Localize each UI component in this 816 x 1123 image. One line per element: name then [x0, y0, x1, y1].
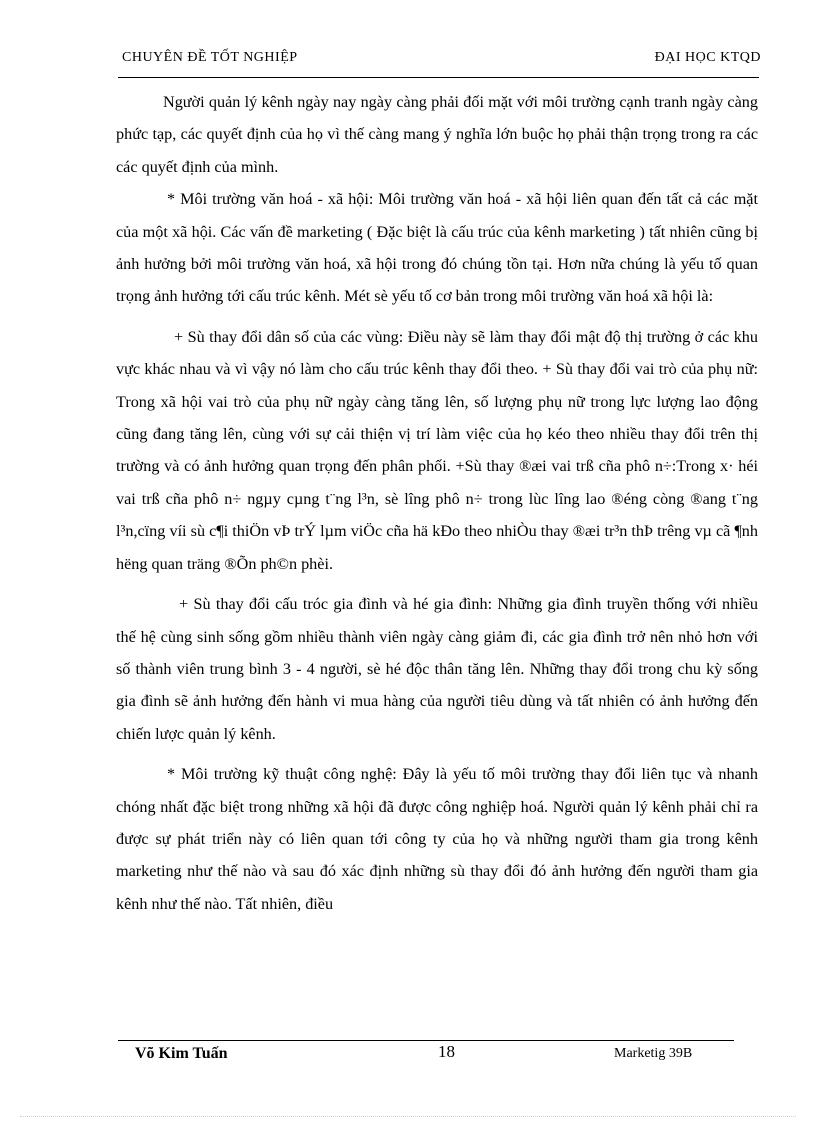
footer-rule: [118, 1040, 734, 1041]
footer-author: Võ Kim Tuấn: [135, 1045, 228, 1062]
paragraph-competition: Người quản lý kênh ngày nay ngày càng phải đối mặt với môi trường cạnh tranh ngày càng phức tạp, các quyết định của họ vì thế càng mang ý nghĩa lớn buộc họ phải thận trọng trong ra các các quyết định của mình.: [116, 93, 758, 176]
page-number: 18: [438, 1042, 455, 1061]
paragraph-culture-society: * Môi trường văn hoá - xã hội: Môi trường văn hoá - xã hội liên quan đến tất cả các mặt của một xã hội. Các vấn đề marketing ( Đặc biệt là cấu trúc của kênh marketing ) tất nhiên cũng bị ảnh hưởng bởi môi trường văn hoá, xã hội trong đó chúng tồn tại. Hơn nữa chúng là yếu tố quan trọng ảnh hưởng tới cấu trúc kênh. Mét sè yếu tố cơ bản trong môi trường văn hoá xã hội là:: [116, 190, 758, 306]
header-rule: [118, 77, 759, 78]
paragraph-family-structure: + Sù thay đổi cấu tróc gia đình và hé gia đình: Những gia đình truyền thống với nhiều thế hệ cùng sinh sống gồm nhiều thành viên ngày càng giảm đi, các gia đình trở nên nhỏ hơn với số thành viên trung bình 3 - 4 người, sè hé độc thân tăng lên. Những thay đổi trong chu kỳ sống gia đình sẽ ảnh hưởng đến hành vi mua hàng của người tiêu dùng và tất nhiên có ảnh hưởng đến chiến lược quản lý kênh.: [116, 595, 758, 743]
page-bottom-border: [20, 1116, 796, 1117]
footer-class-label: Marketig 39B: [614, 1046, 693, 1061]
document-body: [116, 86, 758, 920]
header-title-right: ĐẠI HỌC KTQD: [654, 50, 761, 65]
header-title-left: CHUYÊN ĐỀ TỐT NGHIỆP: [122, 50, 298, 65]
paragraph-population-women: + Sù thay đổi dân số của các vùng: Điều này sẽ làm thay đổi mật độ thị trường ở các khu vực khác nhau và vì vậy nó làm cho cấu trúc kênh thay đổi theo. + Sù thay đổi vai trò của phụ nữ: Trong xã hội vai trò của phụ nữ ngày càng tăng lên, số lượng phụ nữ trong lực lượng lao động cũng đang tăng lên, cùng với sự cải thiện vị trí làm việc của họ kéo theo nhiều thay đổi trên thị trường và có ảnh hưởng quan trọng đến phân phối. +Sù thay ®æi vai trß cña phô n÷:Trong x· héi vai trß cña phô n÷ ngµy cµng t¨ng l³n, sè lîng phô n÷ trong lùc lîng lao ®éng còng ®ang t¨ng l³n,cïng víi sù c¶i thiÖn vÞ trÝ lµm viÖc cña hä kÐo theo nhiÒu thay ®æi tr³n thÞ trêng vµ cã ¶nh hëng quan träng ®Õn ph©n phèi.: [116, 327, 758, 573]
paragraph-technology: * Môi trường kỹ thuật công nghệ: Đây là yếu tố môi trường thay đổi liên tục và nhanh chóng nhất đặc biệt trong những xã hội đã được công nghiệp hoá. Người quản lý kênh phải chỉ ra được sự phát triển này có liên quan tới công ty của họ và những người tham gia trong kênh marketing như thế nào và sau đó xác định những sù thay đổi đó ảnh hưởng đến người tham gia kênh như thế nào. Tất nhiên, điều: [116, 765, 758, 913]
